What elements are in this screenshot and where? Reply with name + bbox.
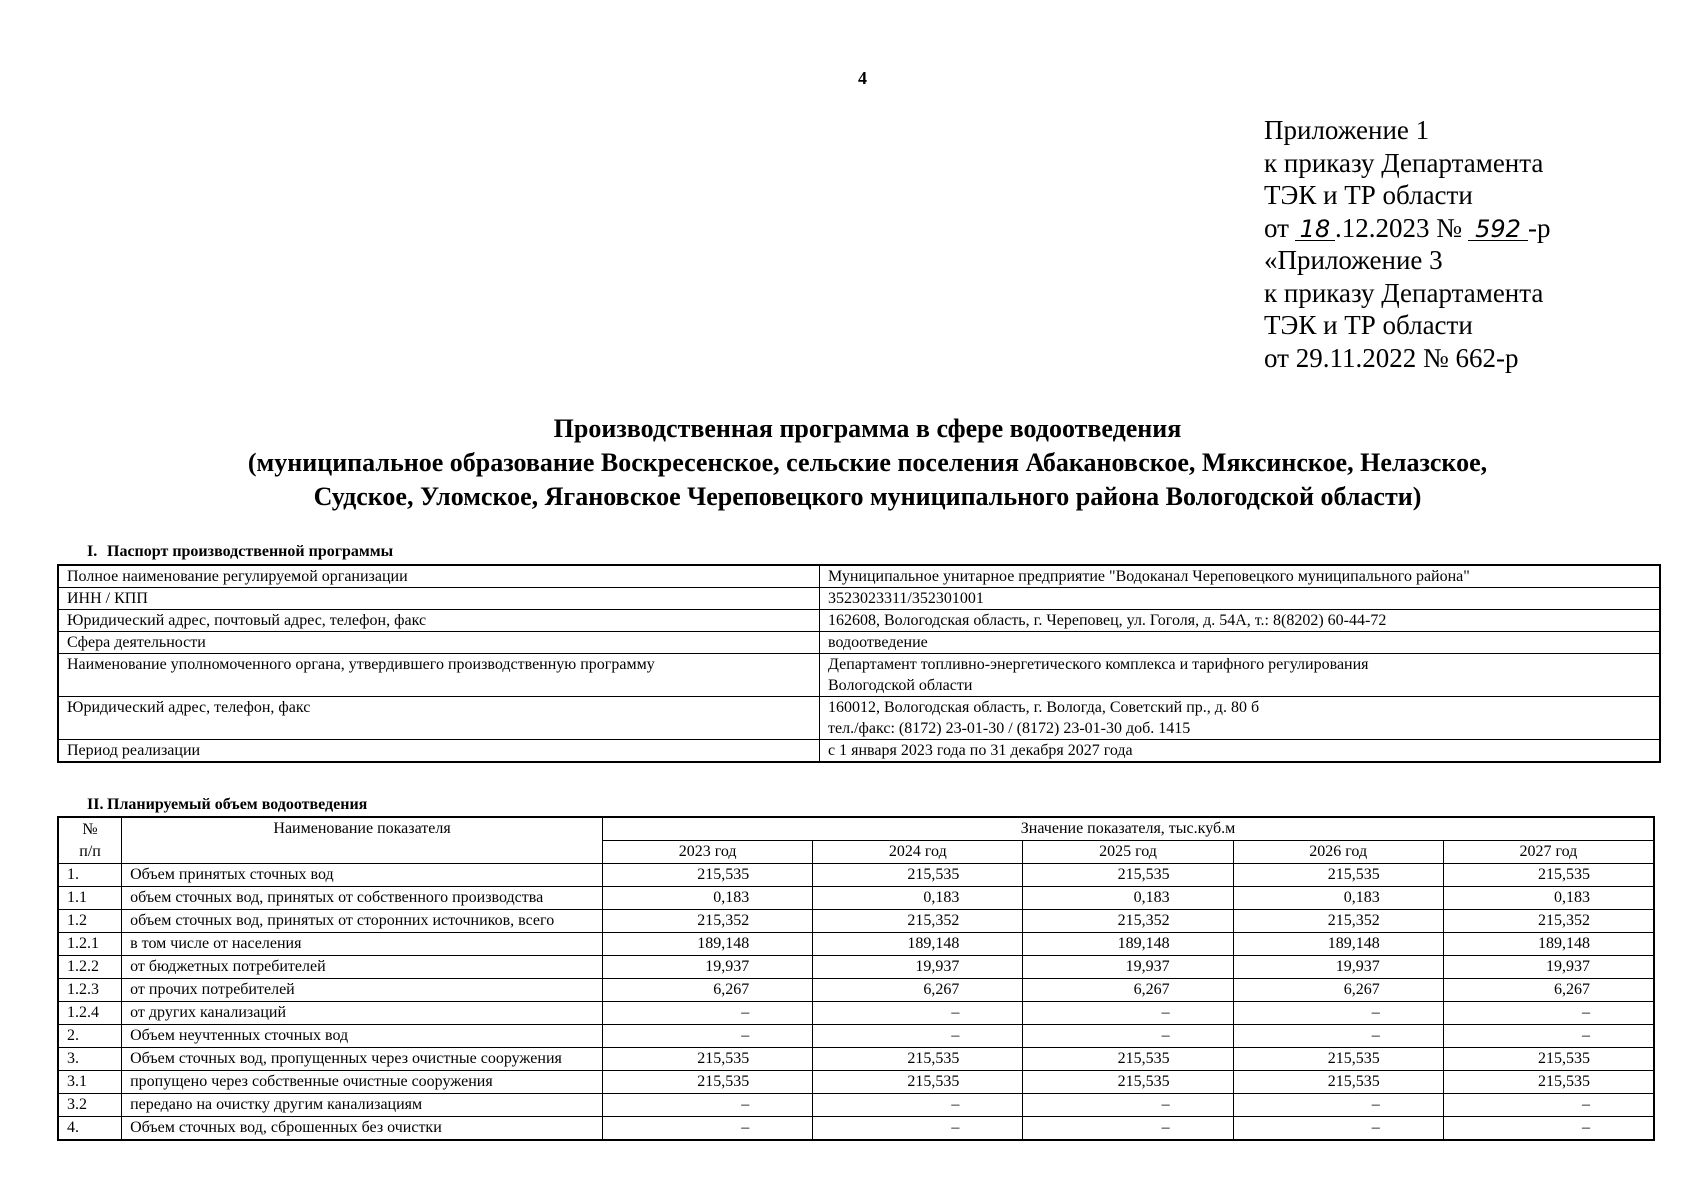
row-value: 189,148 <box>603 933 813 956</box>
volume-row <box>58 956 1654 979</box>
year-header: 2025 год <box>1023 841 1233 864</box>
col-name-header: Наименование показателя <box>122 817 603 864</box>
row-value: – <box>1443 1025 1654 1048</box>
row-number: 3.1 <box>58 1071 122 1094</box>
volume-row <box>58 1025 1654 1048</box>
passport-key: Сфера деятельности <box>58 632 820 654</box>
col-value-group-header: Значение показателя, тыс.куб.м <box>603 817 1654 841</box>
row-value: – <box>1233 1117 1443 1141</box>
appendix-line: ТЭК и ТР области <box>1264 180 1473 210</box>
volume-table <box>57 816 1655 1141</box>
passport-value <box>820 588 1661 610</box>
passport-table <box>57 564 1661 763</box>
row-value: – <box>813 1002 1023 1025</box>
passport-value <box>820 740 1661 763</box>
passport-key: Наименование уполномоченного органа, утвердившего производственную программу <box>58 654 820 697</box>
passport-key: Юридический адрес, почтовый адрес, телефон, факс <box>58 610 820 632</box>
order-suffix: -р <box>1527 212 1551 243</box>
row-value: 215,535 <box>1023 864 1233 887</box>
appendix-block <box>1264 114 1550 374</box>
row-value: 215,535 <box>603 1071 813 1094</box>
row-value: – <box>1233 1025 1443 1048</box>
row-number: 4. <box>58 1117 122 1141</box>
row-value: – <box>813 1025 1023 1048</box>
row-value: 215,535 <box>1443 1048 1654 1071</box>
passport-row <box>58 610 1660 632</box>
passport-value-line: Муниципальное унитарное предприятие "Водоканал Череповецкого муниципального района" <box>828 568 1470 585</box>
row-value: – <box>603 1025 813 1048</box>
volume-row <box>58 1117 1654 1141</box>
document-title <box>0 412 1695 514</box>
passport-value <box>820 632 1661 654</box>
section-1-heading <box>57 543 393 561</box>
row-value: 6,267 <box>1233 979 1443 1002</box>
row-value: – <box>603 1094 813 1117</box>
row-value: 215,352 <box>603 910 813 933</box>
row-value: 189,148 <box>1023 933 1233 956</box>
passport-key: Юридический адрес, телефон, факс <box>58 697 820 740</box>
passport-value-line: водоотведение <box>828 634 928 651</box>
row-value: 19,937 <box>1233 956 1443 979</box>
appendix-line: от 29.11.2022 № 662-р <box>1264 342 1519 373</box>
row-name: пропущено через собственные очистные сооружения <box>122 1071 603 1094</box>
row-value: – <box>1233 1094 1443 1117</box>
passport-key: ИНН / КПП <box>58 588 820 610</box>
year-header: 2023 год <box>603 841 813 864</box>
passport-value-line: с 1 января 2023 года по 31 декабря 2027 года <box>828 742 1133 759</box>
row-value: 189,148 <box>1443 933 1654 956</box>
row-value: – <box>1023 1025 1233 1048</box>
row-name: от бюджетных потребителей <box>122 956 603 979</box>
volume-row <box>58 979 1654 1002</box>
appendix-line: к приказу Департамента <box>1264 277 1544 308</box>
row-value: 6,267 <box>1023 979 1233 1002</box>
row-value: 215,535 <box>1233 1048 1443 1071</box>
passport-value-line: 3523023311/352301001 <box>828 590 984 607</box>
row-value: 215,535 <box>813 864 1023 887</box>
row-value: 0,183 <box>813 887 1023 910</box>
section-title: Планируемый объем водоотведения <box>107 796 368 813</box>
appendix-order-line <box>1264 212 1550 245</box>
row-name: от прочих потребителей <box>122 979 603 1002</box>
title-line: Судское, Уломское, Ягановское Череповецкого муниципального района Вологодской области) <box>313 482 1422 511</box>
passport-value-line: Вологодской области <box>828 677 973 694</box>
row-number: 1.2 <box>58 910 122 933</box>
year-header: 2026 год <box>1233 841 1443 864</box>
row-value: 215,352 <box>1443 910 1654 933</box>
row-value: 189,148 <box>1233 933 1443 956</box>
row-value: 215,535 <box>1233 864 1443 887</box>
volume-row <box>58 1002 1654 1025</box>
row-name: объем сточных вод, принятых от собственного производства <box>122 887 603 910</box>
section-number: II. <box>87 796 104 813</box>
volume-row <box>58 864 1654 887</box>
row-value: 215,352 <box>1023 910 1233 933</box>
row-number: 1.2.4 <box>58 1002 122 1025</box>
row-value: 0,183 <box>603 887 813 910</box>
row-value: 6,267 <box>813 979 1023 1002</box>
passport-value-line: тел./факс: (8172) 23-01-30 / (8172) 23-01-30 доб. 1415 <box>828 720 1191 737</box>
passport-row <box>58 654 1660 697</box>
row-value: 215,535 <box>1023 1048 1233 1071</box>
row-value: – <box>1233 1002 1443 1025</box>
col-number-label: п/п <box>79 842 101 860</box>
order-date: .12.2023 № <box>1334 212 1462 243</box>
row-value: – <box>1023 1094 1233 1117</box>
row-number: 3. <box>58 1048 122 1071</box>
row-value: 0,183 <box>1233 887 1443 910</box>
volume-row <box>58 910 1654 933</box>
row-number: 3.2 <box>58 1094 122 1117</box>
section-title: Паспорт производственной программы <box>107 543 394 560</box>
row-value: – <box>1023 1002 1233 1025</box>
row-number: 1. <box>58 864 122 887</box>
row-value: 215,535 <box>1443 864 1654 887</box>
page-number: 4 <box>858 68 867 88</box>
title-line: Производственная программа в сфере водоотведения <box>553 414 1182 443</box>
passport-value <box>820 565 1661 588</box>
row-name: Объем принятых сточных вод <box>122 864 603 887</box>
row-value: 0,183 <box>1443 887 1654 910</box>
passport-row <box>58 740 1660 763</box>
row-value: 215,535 <box>1233 1071 1443 1094</box>
appendix-line: ТЭК и ТР области <box>1264 310 1473 340</box>
row-number: 1.1 <box>58 887 122 910</box>
passport-row <box>58 588 1660 610</box>
row-name: Объем сточных вод, пропущенных через очистные сооружения <box>122 1048 603 1071</box>
year-header: 2027 год <box>1443 841 1654 864</box>
row-name: Объем неучтенных сточных вод <box>122 1025 603 1048</box>
appendix-line: к приказу Департамента <box>1264 147 1544 178</box>
passport-value <box>820 610 1661 632</box>
row-value: 19,937 <box>1443 956 1654 979</box>
row-value: – <box>1443 1117 1654 1141</box>
row-value: 6,267 <box>603 979 813 1002</box>
row-value: – <box>1443 1002 1654 1025</box>
row-value: 215,352 <box>1233 910 1443 933</box>
appendix-line: «Приложение 3 <box>1264 245 1443 275</box>
row-value: 19,937 <box>813 956 1023 979</box>
section-2-heading <box>57 796 367 814</box>
row-name: от других канализаций <box>122 1002 603 1025</box>
row-value: – <box>603 1002 813 1025</box>
row-value: – <box>1023 1117 1233 1141</box>
row-value: 189,148 <box>813 933 1023 956</box>
row-value: 215,535 <box>1443 1071 1654 1094</box>
handwritten-day: 18 <box>1295 218 1335 241</box>
row-value: 215,535 <box>603 864 813 887</box>
row-number: 1.2.1 <box>58 933 122 956</box>
year-header: 2024 год <box>813 841 1023 864</box>
row-number: 1.2.2 <box>58 956 122 979</box>
row-value: 215,535 <box>603 1048 813 1071</box>
section-number: I. <box>87 543 98 560</box>
row-name: передано на очистку другим канализациям <box>122 1094 603 1117</box>
row-value: 215,352 <box>813 910 1023 933</box>
row-value: – <box>1443 1094 1654 1117</box>
handwritten-number: 592 <box>1468 218 1528 241</box>
passport-value-line: 160012, Вологодская область, г. Вологда, Советский пр., д. 80 б <box>828 699 1260 716</box>
volume-row <box>58 933 1654 956</box>
row-value: – <box>813 1094 1023 1117</box>
volume-row <box>58 1048 1654 1071</box>
row-value: 19,937 <box>603 956 813 979</box>
row-value: 215,535 <box>813 1071 1023 1094</box>
appendix-line: Приложение 1 <box>1264 115 1430 145</box>
row-number: 1.2.3 <box>58 979 122 1002</box>
order-prefix: от <box>1264 212 1289 243</box>
volume-row <box>58 887 1654 910</box>
row-number: 2. <box>58 1025 122 1048</box>
volume-row <box>58 1071 1654 1094</box>
passport-value-line: Департамент топливно-энергетического комплекса и тарифного регулирования <box>828 656 1369 673</box>
passport-value-line: 162608, Вологодская область, г. Череповец, ул. Гоголя, д. 54А, т.: 8(8202) 60-44-72 <box>828 612 1387 629</box>
passport-row <box>58 565 1660 588</box>
passport-row <box>58 632 1660 654</box>
volume-row <box>58 1094 1654 1117</box>
row-name: объем сточных вод, принятых от сторонних источников, всего <box>122 910 603 933</box>
col-number-label: № <box>82 820 98 838</box>
passport-value <box>820 697 1661 740</box>
row-value: 19,937 <box>1023 956 1233 979</box>
title-line: (муниципальное образование Воскресенское, сельские поселения Абакановское, Мяксинское, Нелазское, <box>247 448 1488 477</box>
row-value: 6,267 <box>1443 979 1654 1002</box>
row-value: – <box>603 1117 813 1141</box>
row-value: 215,535 <box>813 1048 1023 1071</box>
passport-row <box>58 697 1660 740</box>
passport-key: Полное наименование регулируемой организации <box>58 565 820 588</box>
passport-key: Период реализации <box>58 740 820 763</box>
row-value: 0,183 <box>1023 887 1233 910</box>
row-name: Объем сточных вод, сброшенных без очистки <box>122 1117 603 1141</box>
row-name: в том числе от населения <box>122 933 603 956</box>
row-value: 215,535 <box>1023 1071 1233 1094</box>
col-number-header <box>58 817 122 864</box>
row-value: – <box>813 1117 1023 1141</box>
passport-value <box>820 654 1661 697</box>
